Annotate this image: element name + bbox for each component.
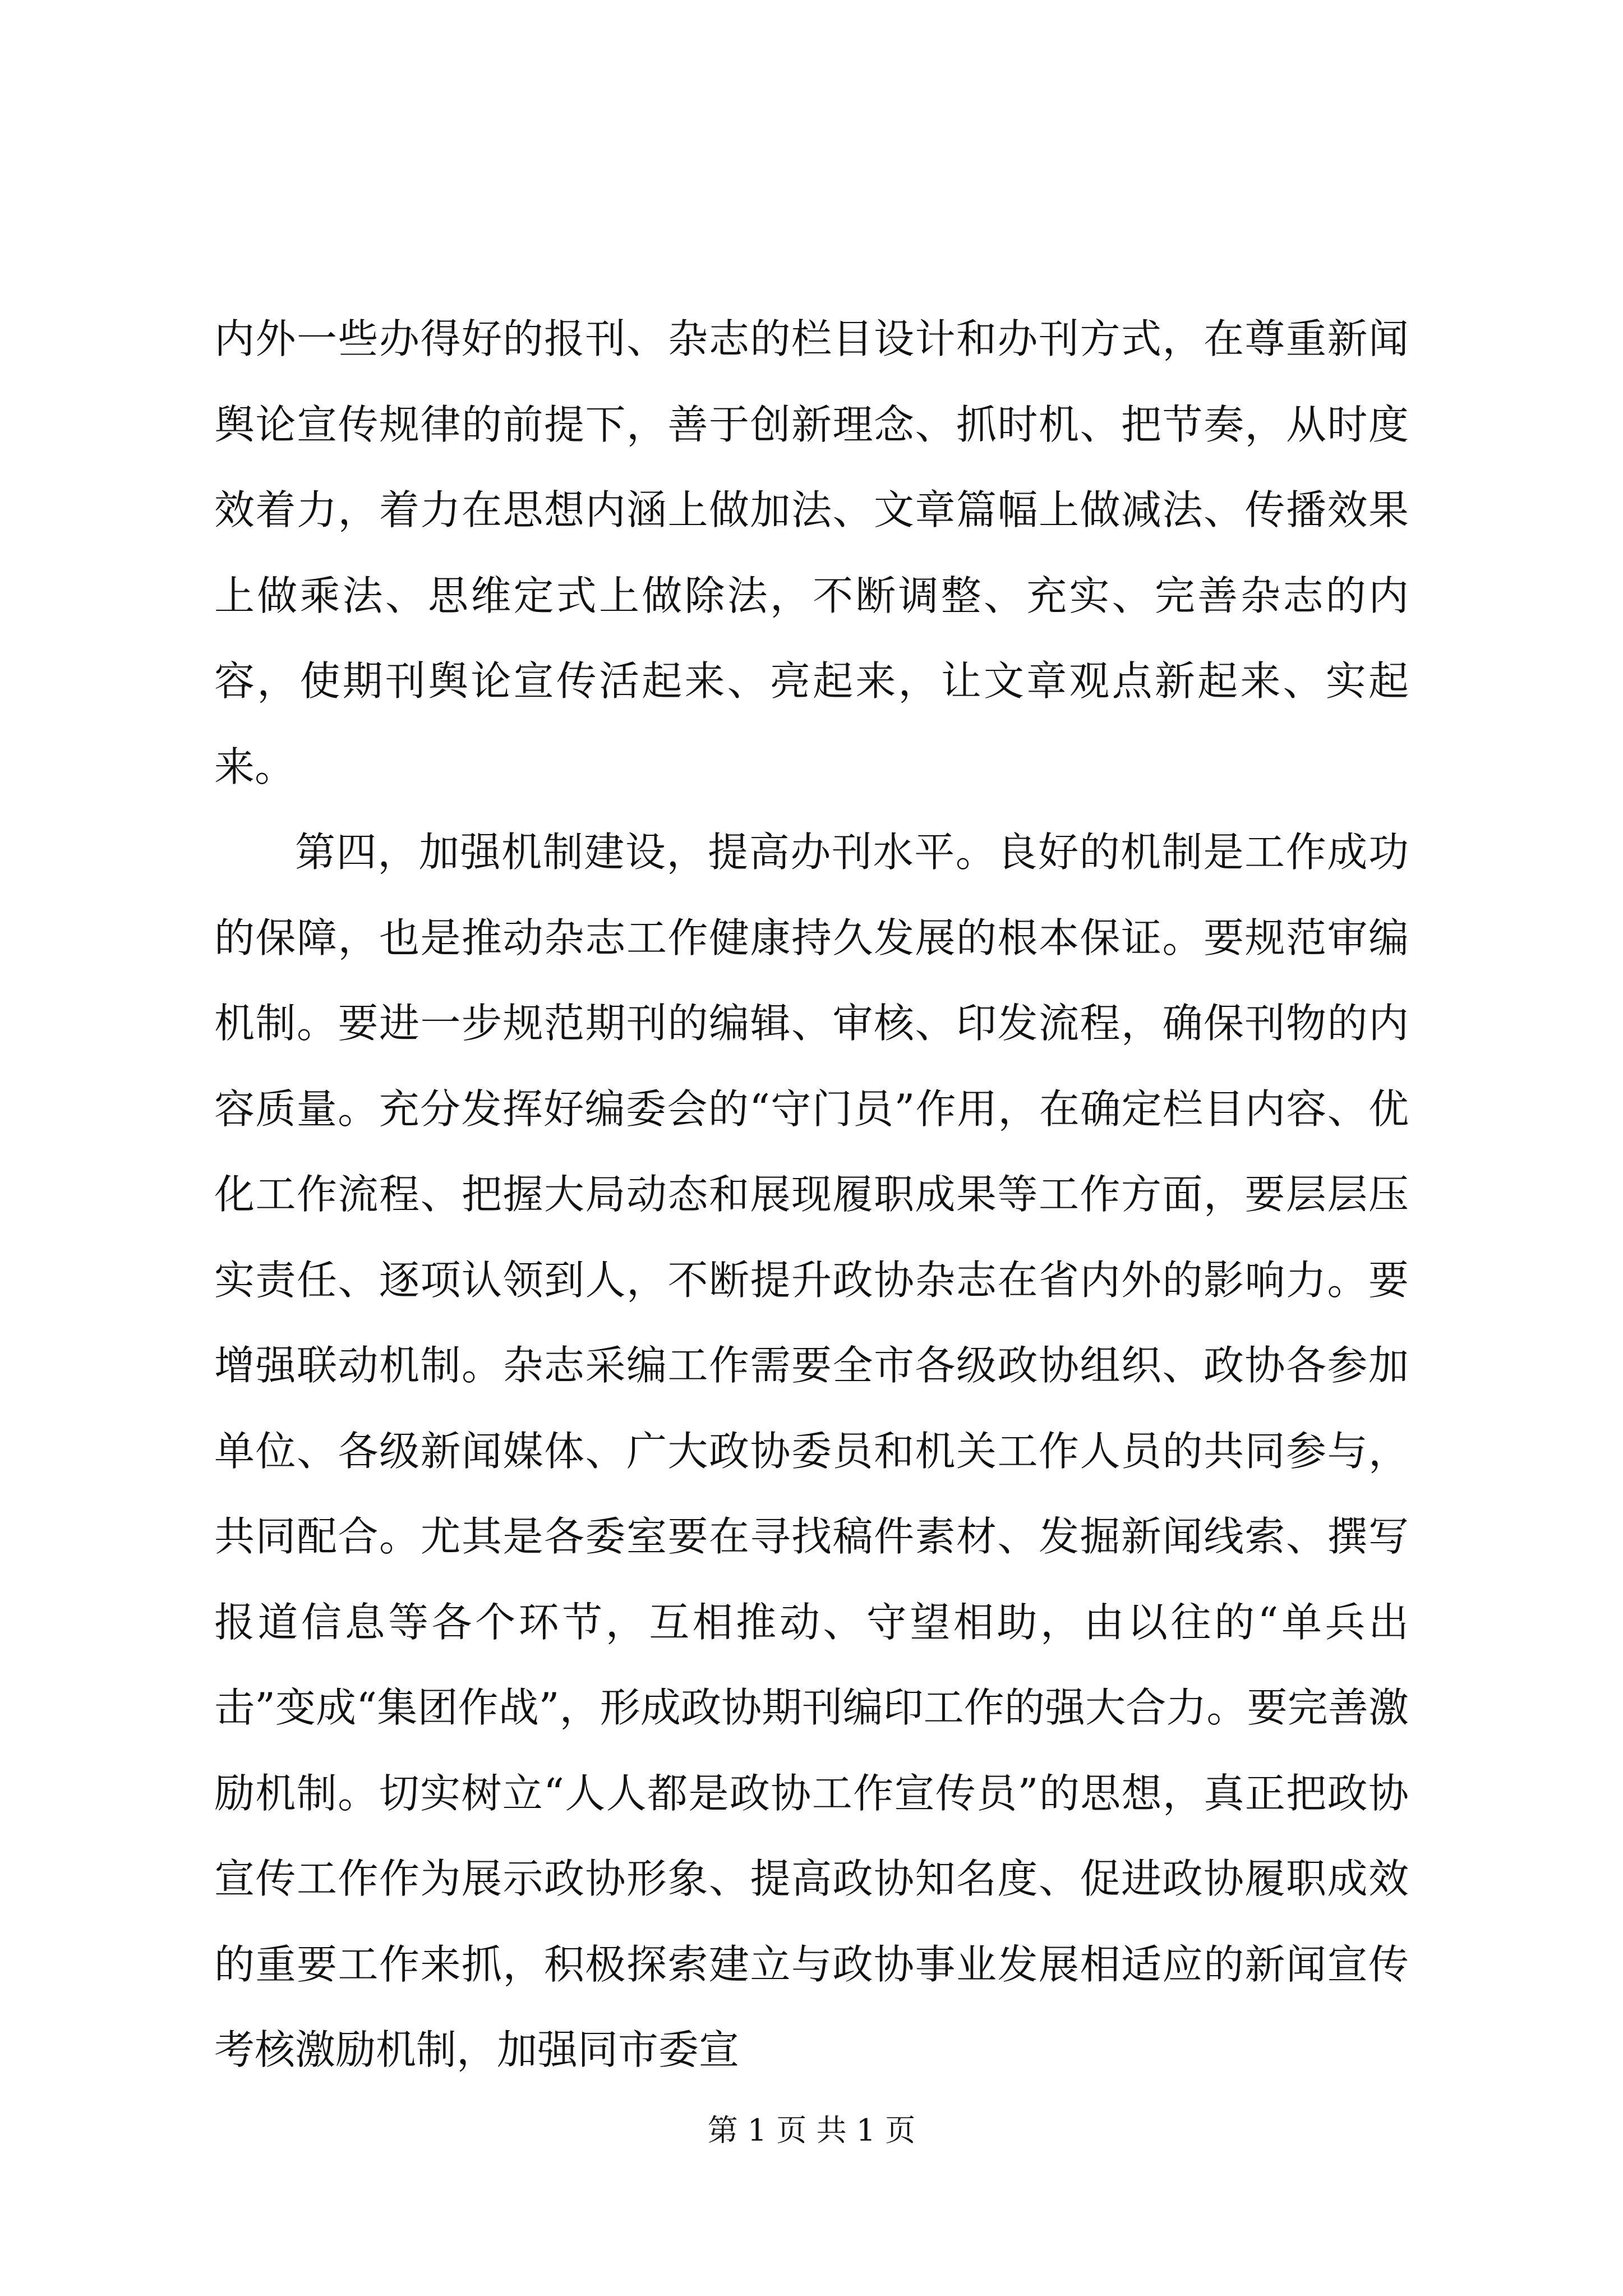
- body-text: [214, 296, 1409, 2093]
- paragraph-2: 第四，加强机制建设，提高办刊水平。良好的机制是工作成功的保障，也是推动杂志工作健康持久发展的根本保证。要规范审编机制。要进一步规范期刊的编辑、审核、印发流程，确保刊物的内容质量。充分发挥好编委会的“守门员”作用，在确定栏目内容、优化工作流程、把握大局动态和展现履职成果等工作方面，要层层压实责任、逐项认领到人，不断提升政协杂志在省内外的影响力。要增强联动机制。杂志采编工作需要全市各级政协组织、政协各参加单位、各级新闻媒体、广大政协委员和机关工作人员的共同参与，共同配合。尤其是各委室要在寻找稿件素材、发掘新闻线索、撰写报道信息等各个环节，互相推动、守望相助，由以往的“单兵出击”变成“集团作战”，形成政协期刊编印工作的强大合力。要完善激励机制。切实树立“人人都是政协工作宣传员”的思想，真正把政协宣传工作作为展示政协形象、提高政协知名度、促进政协履职成效的重要工作来抓，积极探索建立与政协事业发展相适应的新闻宣传考核激励机制，加强同市委宣: [214, 829, 1409, 2073]
- paragraph-1: 内外一些办得好的报刊、杂志的栏目设计和办刊方式，在尊重新闻舆论宣传规律的前提下，善于创新理念、抓时机、把节奏，从时度效着力，着力在思想内涵上做加法、文章篇幅上做减法、传播效果上做乘法、思维定式上做除法，不断调整、充实、完善杂志的内容，使期刊舆论宣传活起来、亮起来，让文章观点新起来、实起来。: [214, 315, 1409, 790]
- page-footer: 第 1 页 共 1 页: [707, 2113, 916, 2148]
